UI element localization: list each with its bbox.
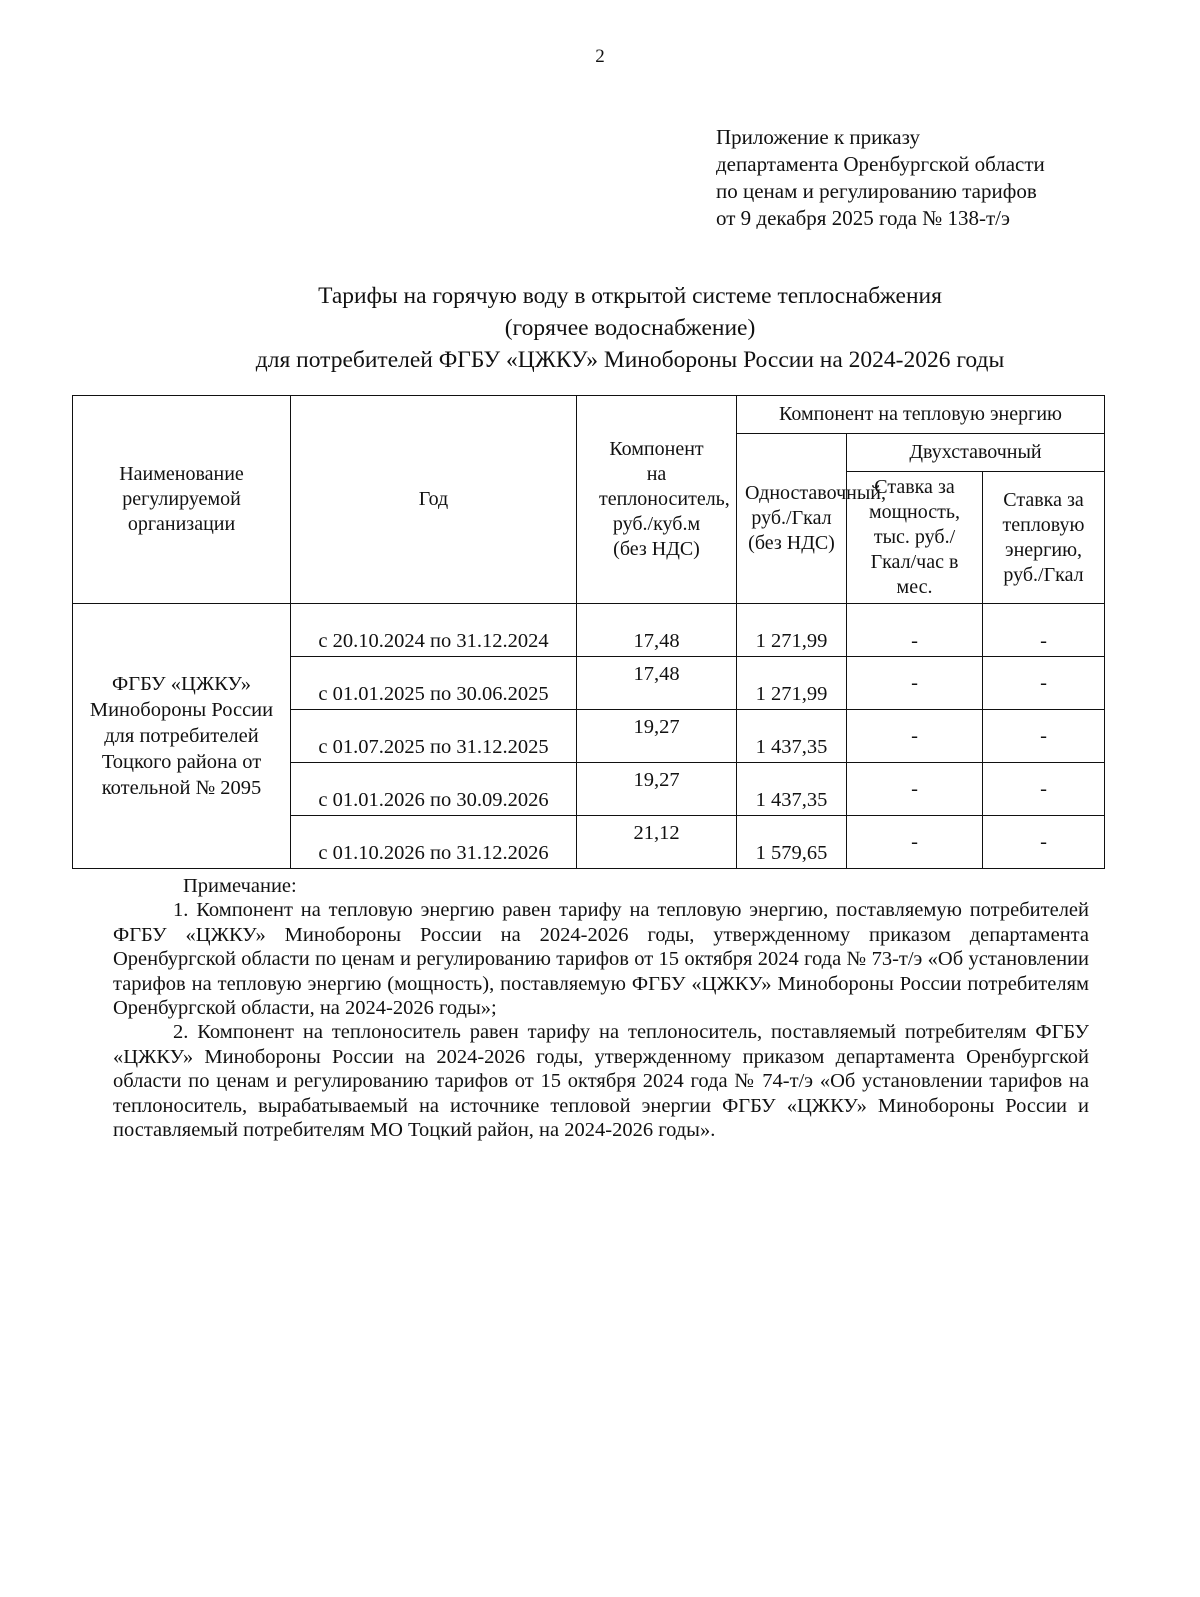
header-year: Год [291,396,577,604]
header-single-rate: Одноставочный, руб./Гкал (без НДС) [737,434,847,604]
table-row [73,604,1105,657]
header-energy-rate: Ставка за тепловую энергию, руб./Гкал [983,472,1105,604]
appendix-reference [716,124,1045,232]
appendix-line: Приложение к приказу [716,125,920,149]
single-rate-cell: 1 437,35 [737,710,847,763]
notes-section [113,874,1089,1142]
header-carrier-component: Компонент на теплоноситель, руб./куб.м (без НДС) [577,396,737,604]
energy-rate-cell: - [983,657,1105,710]
capacity-rate-cell: - [847,763,983,816]
header-heat-component: Компонент на тепловую энергию [737,396,1105,434]
header-capacity-rate: Ставка за мощность, тыс. руб./ Гкал/час в мес. [847,472,983,604]
single-rate-cell: 1 271,99 [737,657,847,710]
appendix-line: по ценам и регулированию тарифов [716,179,1037,203]
carrier-cell: 19,27 [577,710,737,763]
capacity-rate-cell: - [847,816,983,869]
energy-rate-cell: - [983,604,1105,657]
period-cell: с 01.07.2025 по 31.12.2025 [291,710,577,763]
single-rate-cell: 1 437,35 [737,763,847,816]
org-name: ФГБУ «ЦЖКУ» Минобороны России для потребителей Тоцкого района от котельной № 2095 [73,604,291,869]
period-cell: с 20.10.2024 по 31.12.2024 [291,604,577,657]
note-paragraph: 2. Компонент на теплоноситель равен тарифу на теплоноситель, поставляемый потребителям ФГБУ «ЦЖКУ» Минобороны России на 2024-2026 годы, утвержденному приказом департамента Оренбургской области по ценам и регулированию тарифов от 15 октября 2024 года № 74-т/э «Об установлении тарифов на теплоноситель, вырабатываемый на источнике тепловой энергии ФГБУ «ЦЖКУ» Минобороны России и поставляемый потребителям МО Тоцкий район, на 2024-2026 годы». [113,1021,1089,1142]
header-org: Наименование регулируемой организации [73,396,291,604]
carrier-cell: 19,27 [577,763,737,816]
capacity-rate-cell: - [847,604,983,657]
notes-title: Примечание: [183,875,297,897]
title-line: (горячее водоснабжение) [504,315,756,341]
note-paragraph: 1. Компонент на тепловую энергию равен тарифу на тепловую энергию, поставляемую потребителей ФГБУ «ЦЖКУ» Минобороны России на 2024-2026 годы, утвержденному приказом департамента Оренбургской области по ценам и регулированию тарифов от 15 октября 2024 года № 73-т/э «Об установлении тарифов на тепловую энергию (мощность), поставляемую ФГБУ «ЦЖКУ» Минобороны России потребителям Оренбургской области, на 2024-2026 годы»; [113,899,1089,1020]
page-number: 2 [595,46,605,67]
appendix-line: департамента Оренбургской области [716,152,1045,176]
energy-rate-cell: - [983,816,1105,869]
title-line: Тарифы на горячую воду в открытой системе теплоснабжения [318,283,942,309]
single-rate-cell: 1 271,99 [737,604,847,657]
appendix-line: от 9 декабря 2025 года № 138-т/э [716,206,1010,230]
energy-rate-cell: - [983,763,1105,816]
document-title [0,280,1200,376]
single-rate-cell: 1 579,65 [737,816,847,869]
carrier-cell: 21,12 [577,816,737,869]
tariff-table [72,395,1105,869]
period-cell: с 01.01.2026 по 30.09.2026 [291,763,577,816]
carrier-cell: 17,48 [577,657,737,710]
period-cell: с 01.01.2025 по 30.06.2025 [291,657,577,710]
capacity-rate-cell: - [847,710,983,763]
header-two-rate: Двухставочный [847,434,1105,472]
title-line: для потребителей ФГБУ «ЦЖКУ» Минобороны России на 2024-2026 годы [255,347,1005,373]
period-cell: с 01.10.2026 по 31.12.2026 [291,816,577,869]
carrier-cell: 17,48 [577,604,737,657]
energy-rate-cell: - [983,710,1105,763]
capacity-rate-cell: - [847,657,983,710]
